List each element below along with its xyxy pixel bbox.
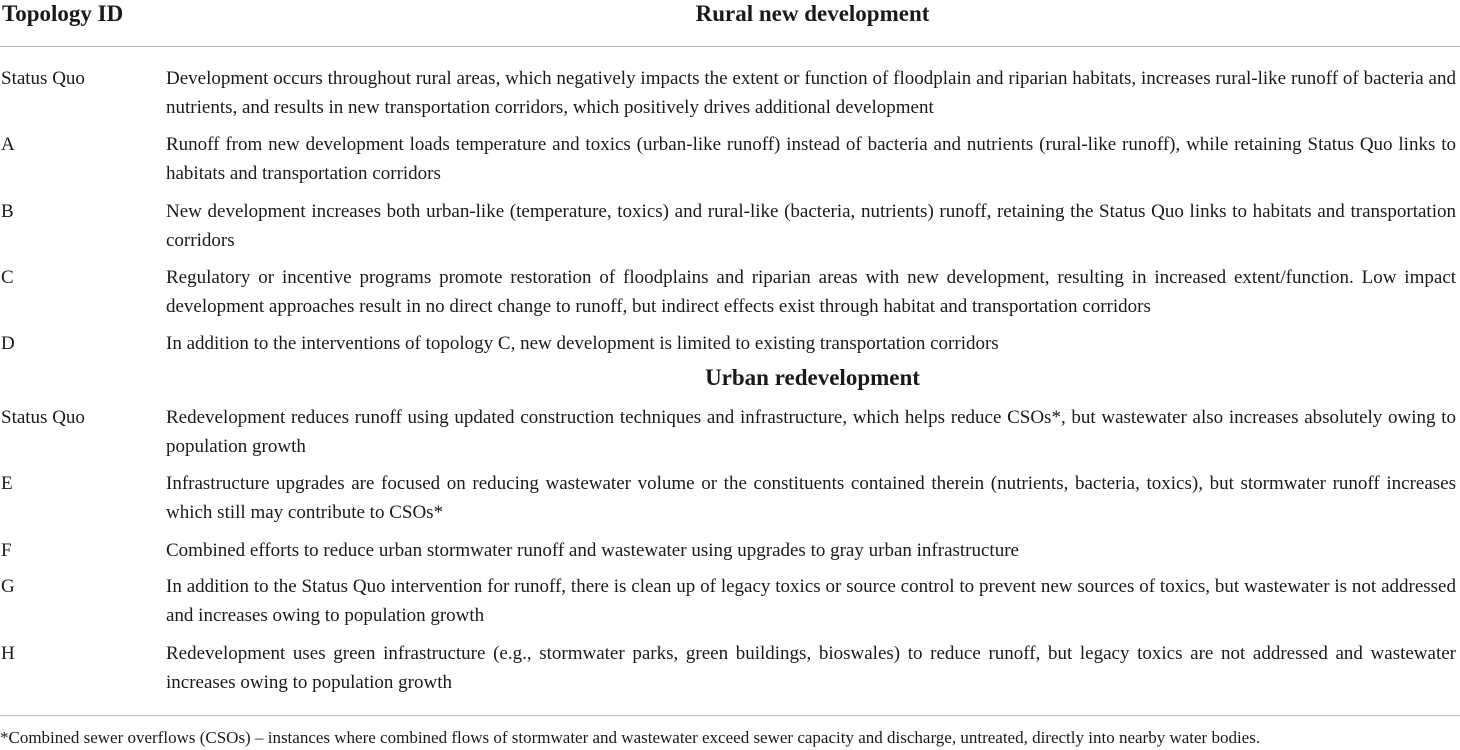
table-header [0, 0, 1460, 46]
header-divider [0, 46, 1460, 47]
topology-id-cell: F [1, 540, 12, 561]
topology-id-cell: D [1, 333, 15, 354]
topology-id-cell: A [1, 134, 15, 155]
topology-id-cell: B [1, 201, 14, 222]
topology-id-cell: H [1, 643, 15, 664]
description-cell: Regulatory or incentive programs promote restoration of floodplains and riparian areas with new development, resulting in increased extent/function. Low impact development approaches result in no direct change to runoff, but indirect effects exist through habitat and transportation corridors [166, 267, 1456, 317]
topology-id-cell: Status Quo [1, 407, 85, 428]
description-cell: Development occurs throughout rural areas, which negatively impacts the extent or function of floodplain and riparian habitats, increases rural-like runoff of bacteria and nutrients, and results in new transportation corridors, which positively drives additional development [166, 68, 1456, 118]
description-cell: Combined efforts to reduce urban stormwater runoff and wastewater using upgrades to gray urban infrastructure [166, 540, 1019, 561]
description-cell: In addition to the Status Quo intervention for runoff, there is clean up of legacy toxics or source control to prevent new sources of toxics, but wastewater is not addressed and increases owing to population growth [166, 576, 1456, 626]
description-cell: Runoff from new development loads temperature and toxics (urban-like runoff) instead of bacteria and nutrients (rural-like runoff), while retaining Status Quo links to habitats and transportation corridors [166, 134, 1456, 184]
description-cell: Redevelopment uses green infrastructure (e.g., stormwater parks, green buildings, bioswales) to reduce runoff, but legacy toxics are not addressed and wastewater increases owing to population growth [166, 643, 1456, 693]
column-header-topology-id: Topology ID [2, 1, 124, 26]
section-title-rural: Rural new development [695, 1, 930, 26]
description-cell: In addition to the interventions of topology C, new development is limited to existing transportation corridors [166, 333, 999, 354]
topology-id-cell: C [1, 267, 14, 288]
footer-divider [0, 715, 1460, 716]
description-cell: Redevelopment reduces runoff using updated construction techniques and infrastructure, which helps reduce CSOs*, but wastewater also increases absolutely owing to population growth [166, 407, 1456, 457]
description-cell: New development increases both urban-like (temperature, toxics) and rural-like (bacteria, nutrients) runoff, retaining the Status Quo links to habitats and transportation corridors [166, 201, 1456, 251]
section-title-urban: Urban redevelopment [705, 365, 920, 390]
topology-id-cell: G [1, 576, 15, 597]
footnote: *Combined sewer overflows (CSOs) – instances where combined flows of stormwater and wastewater exceed sewer capacity and discharge, untreated, directly into nearby water bodies. [0, 728, 1261, 747]
description-cell: Infrastructure upgrades are focused on reducing wastewater volume or the constituents contained therein (nutrients, bacteria, toxics), but stormwater runoff increases which still may contribute to CSOs* [166, 473, 1456, 523]
topology-id-cell: E [1, 473, 13, 494]
topology-id-cell: Status Quo [1, 68, 85, 89]
